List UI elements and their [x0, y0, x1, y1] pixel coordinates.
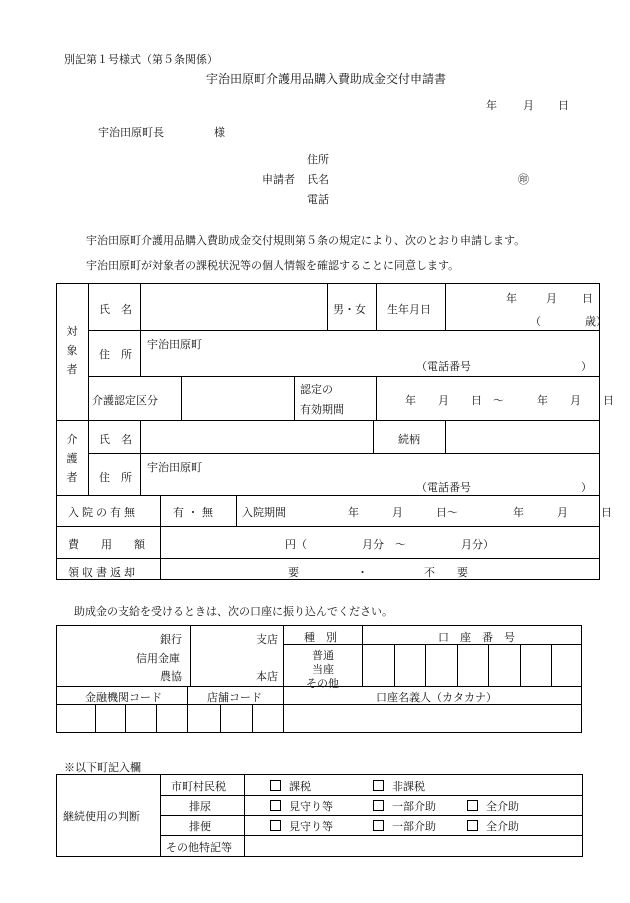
checkbox-icon[interactable]: [270, 780, 281, 791]
urination-label: 排尿: [189, 800, 211, 813]
judgement-label: 継続使用の判断: [63, 810, 140, 823]
other-notes-field[interactable]: [245, 836, 582, 856]
caregiver-name-field[interactable]: [141, 421, 372, 452]
subject-address-label: 住 所: [99, 348, 132, 361]
type-option-current[interactable]: 当座: [312, 663, 334, 676]
head-office-label: 本店: [256, 670, 278, 683]
tax-label: 市町村民税: [171, 780, 226, 793]
account-holder-field[interactable]: [284, 705, 581, 732]
defecation-full-option[interactable]: 全介助: [467, 818, 519, 834]
form-number: 別記第１号様式（第５条関係）: [64, 53, 218, 66]
checkbox-icon[interactable]: [373, 780, 384, 791]
seal-mark: ㊞: [518, 173, 529, 186]
applicant-name-label: 氏名: [307, 173, 329, 186]
receipt-no-need[interactable]: 不 要: [424, 566, 468, 579]
care-level-label: 介護認定区分: [92, 394, 158, 407]
date-month-label: 月: [523, 99, 534, 112]
hospital-label: 入院の有無: [68, 506, 138, 519]
subject-name-label: 氏 名: [99, 303, 132, 316]
cert-period-range: 年 月 日 〜 年 月 日: [405, 394, 614, 407]
bank-label: 銀行: [160, 633, 182, 646]
agri-coop-label: 農協: [160, 670, 182, 683]
office-use-title: ※以下町記入欄: [64, 761, 141, 774]
applicant-label: 申請者: [262, 173, 295, 186]
form-title: 宇治田原町介護用品購入費助成金交付申請書: [206, 72, 447, 86]
intro-line-1: 宇治田原町介護用品購入費助成金交付規則第５条の規定により、次のとおり申請します。: [86, 234, 526, 247]
receipt-dot: ・: [357, 566, 368, 579]
checkbox-icon[interactable]: [270, 820, 281, 831]
checkbox-icon[interactable]: [467, 800, 478, 811]
urination-partial-option[interactable]: 一部介助: [373, 798, 436, 814]
applicant-phone-label: 電話: [307, 193, 329, 206]
checkbox-icon[interactable]: [373, 820, 384, 831]
institution-code-label: 金融機関コード: [85, 691, 162, 704]
caregiver-address-label: 住 所: [99, 471, 132, 484]
checkbox-icon[interactable]: [373, 800, 384, 811]
taxed-option[interactable]: 課税: [270, 778, 311, 794]
relation-field[interactable]: [446, 421, 599, 452]
hospital-period-label: 入院期間: [242, 506, 286, 519]
urination-watch-option[interactable]: 見守り等: [270, 798, 333, 814]
relation-label: 続柄: [398, 433, 420, 446]
defecation-partial-option[interactable]: 一部介助: [373, 818, 436, 834]
birth-year-label: 年: [506, 292, 517, 305]
hospital-yes-no[interactable]: 有 ・ 無: [173, 506, 213, 519]
account-type-label: 種 別: [304, 631, 337, 644]
birthdate-label: 生年月日: [387, 303, 431, 316]
checkbox-icon[interactable]: [467, 820, 478, 831]
credit-union-label: 信用金庫: [136, 652, 180, 665]
caregiver-name-label: 氏 名: [99, 433, 132, 446]
birth-month-label: 月: [546, 292, 557, 305]
type-option-ordinary[interactable]: 普通: [312, 649, 334, 662]
birth-day-label: 日: [582, 292, 593, 305]
other-notes-label: その他特記等: [166, 841, 232, 854]
bank-note: 助成金の支給を受けるときは、次の口座に振り込んでください。: [74, 605, 393, 618]
intro-line-2: 宇治田原町が対象者の課税状況等の個人情報を確認することに同意します。: [86, 259, 460, 272]
branch-label: 支店: [256, 633, 278, 646]
cert-period-label-1: 認定の: [300, 383, 333, 396]
caregiver-phone: （電話番号 ）: [416, 481, 592, 494]
account-number-label: 口 座 番 号: [438, 631, 515, 644]
subject-phone: （電話番号 ）: [416, 360, 592, 373]
non-taxed-option[interactable]: 非課税: [373, 778, 425, 794]
honorific: 様: [214, 126, 225, 139]
cert-period-label-2: 有効期間: [300, 403, 344, 416]
care-level-field[interactable]: [182, 377, 293, 419]
subject-label: 対象者: [66, 325, 78, 376]
branch-code-label: 店舗コード: [207, 691, 262, 704]
defecation-watch-option[interactable]: 見守り等: [270, 818, 333, 834]
receipt-need[interactable]: 要: [288, 566, 299, 579]
urination-full-option[interactable]: 全介助: [467, 798, 519, 814]
account-holder-label: 口座名義人（カタカナ）: [376, 691, 497, 704]
receipt-label: 領収書返却: [68, 566, 138, 579]
date-year-label: 年: [486, 99, 497, 112]
defecation-label: 排便: [189, 820, 211, 833]
hospital-period-range: 年 月 日〜 年 月 日: [348, 506, 612, 519]
age-label: （ 歳）: [530, 315, 607, 328]
type-option-other[interactable]: その他: [306, 677, 339, 690]
subject-town: 宇治田原町: [147, 338, 202, 351]
caregiver-label: 介護者: [66, 433, 78, 484]
sex-options[interactable]: 男・女: [333, 303, 366, 316]
checkbox-icon[interactable]: [270, 800, 281, 811]
cost-text: 円（ 月分 〜 月分）: [285, 538, 494, 551]
subject-name-field[interactable]: [141, 284, 326, 329]
caregiver-town: 宇治田原町: [147, 461, 202, 474]
addressee: 宇治田原町長: [98, 126, 164, 139]
cost-label: 費 用 額: [68, 538, 145, 551]
date-day-label: 日: [558, 99, 569, 112]
applicant-address-label: 住所: [307, 153, 329, 166]
